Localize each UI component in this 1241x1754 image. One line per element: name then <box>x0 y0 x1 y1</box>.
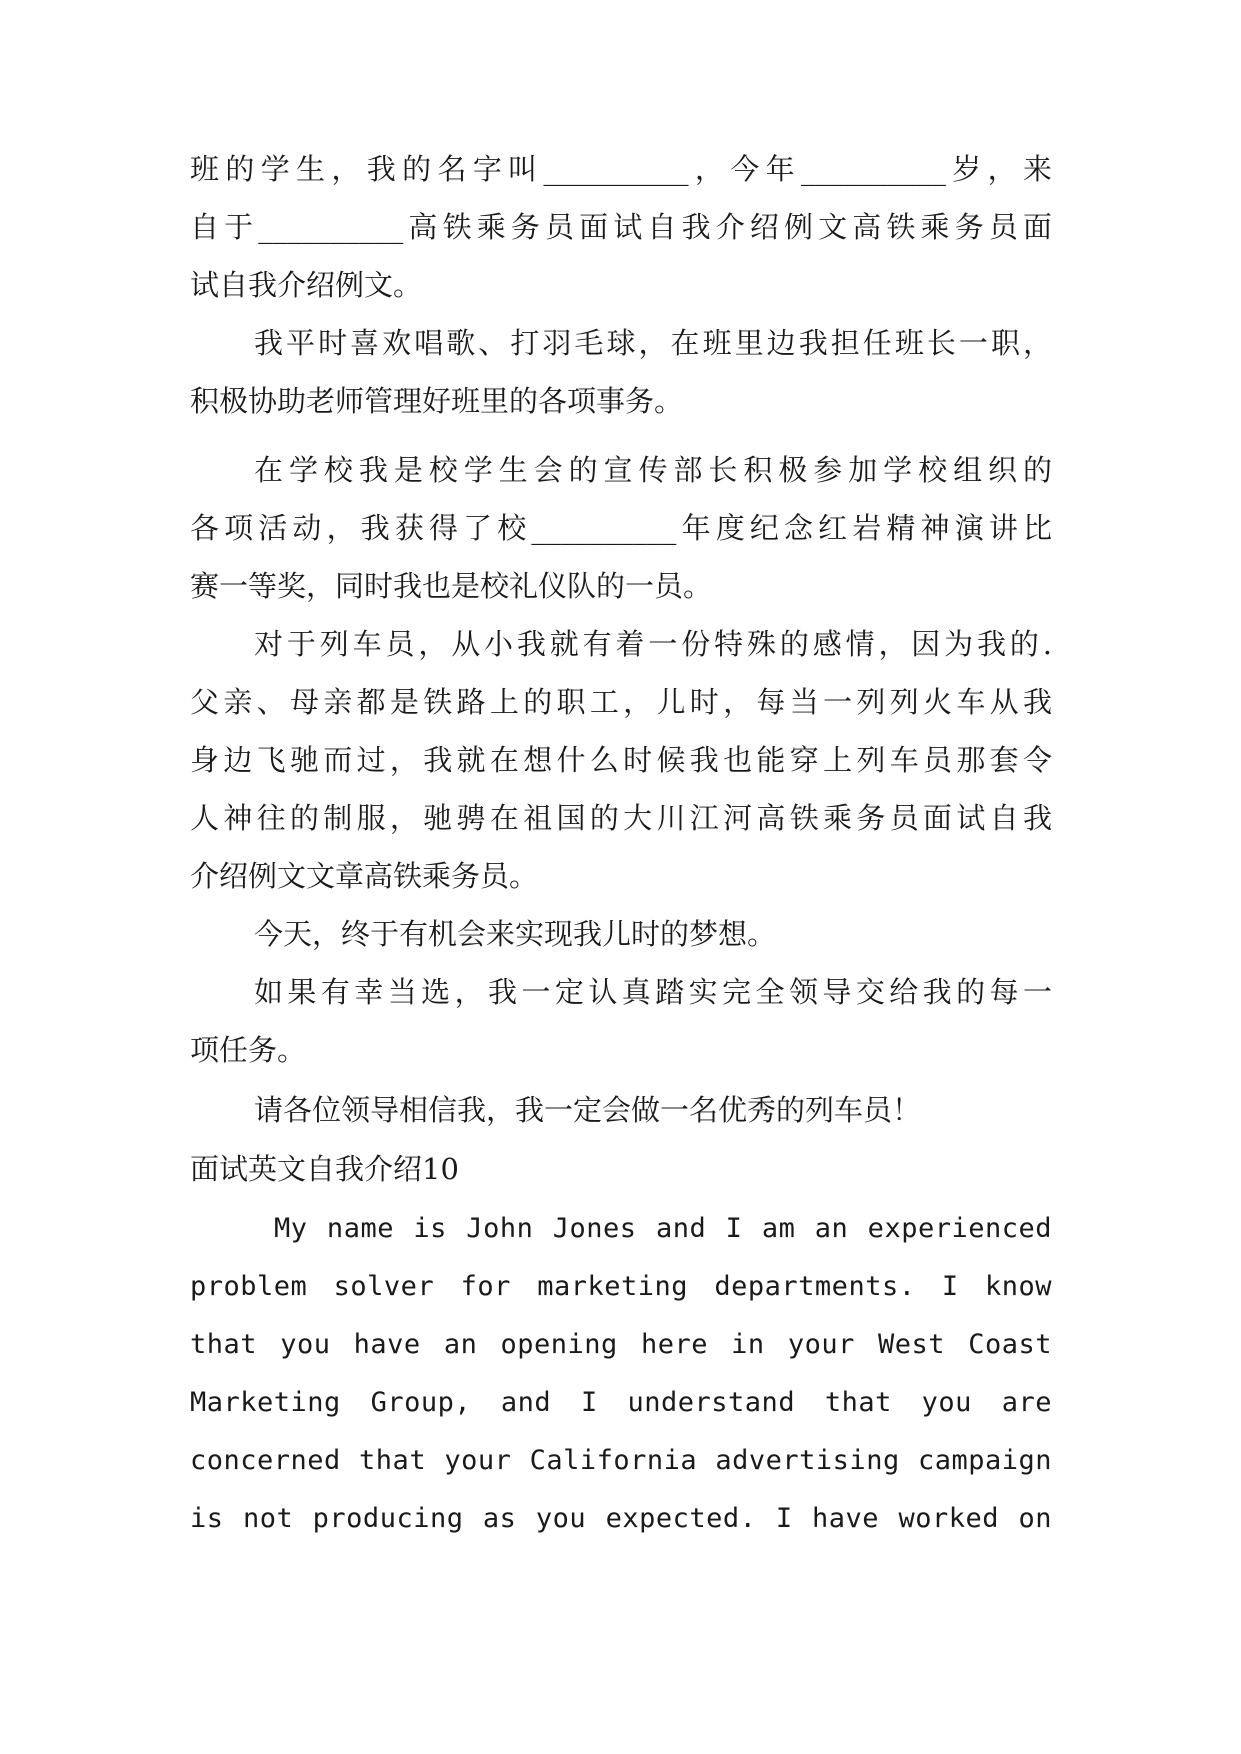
paragraph-line: 试自我介绍例文。 <box>190 268 423 302</box>
paragraph-line: 班的学生，我的名字叫__________，今年__________岁，来 <box>190 152 1052 186</box>
english-line: concerned that your California advertising campaign <box>190 1445 1052 1476</box>
paragraph-line: 对于列车员，从小我就有着一份特殊的感情，因为我的. <box>254 627 1052 661</box>
english-line: Marketing Group, and I understand that you are <box>190 1387 1052 1418</box>
paragraph-line: 积极协助老师管理好班里的各项事务。 <box>190 384 684 418</box>
english-line: is not producing as you expected. I have worked on <box>190 1503 1052 1534</box>
paragraph-line: 赛一等奖，同时我也是校礼仪队的一员。 <box>190 569 713 603</box>
paragraph-line: 我平时喜欢唱歌、打羽毛球，在班里边我担任班长一职， <box>254 326 1052 360</box>
section-heading: 面试英文自我介绍10 <box>190 1152 459 1186</box>
paragraph-line: 人神往的制服，驰骋在祖国的大川江河高铁乘务员面试自我 <box>190 801 1052 835</box>
paragraph-line: 如果有幸当选，我一定认真踏实完全领导交给我的每一 <box>254 975 1052 1009</box>
paragraph-line: 在学校我是校学生会的宣传部长积极参加学校组织的 <box>254 453 1052 487</box>
english-line: that you have an opening here in your West Coast <box>190 1329 1052 1360</box>
paragraph-line: 介绍例文文章高铁乘务员。 <box>190 859 539 893</box>
paragraph-line: 今天，终于有机会来实现我儿时的梦想。 <box>254 917 777 951</box>
english-line: problem solver for marketing departments. I know <box>190 1271 1052 1302</box>
paragraph-line: 自于__________高铁乘务员面试自我介绍例文高铁乘务员面 <box>190 210 1052 244</box>
english-line: My name is John Jones and I am an experienced <box>274 1213 1052 1244</box>
paragraph-line: 请各位领导相信我，我一定会做一名优秀的列车员！ <box>254 1093 922 1127</box>
paragraph-line: 各项活动，我获得了校__________年度纪念红岩精神演讲比 <box>190 511 1052 545</box>
paragraph-line: 父亲、母亲都是铁路上的职工，儿时，每当一列列火车从我 <box>190 685 1052 719</box>
paragraph-line: 项任务。 <box>190 1033 307 1067</box>
paragraph-line: 身边飞驰而过，我就在想什么时候我也能穿上列车员那套令 <box>190 743 1052 777</box>
